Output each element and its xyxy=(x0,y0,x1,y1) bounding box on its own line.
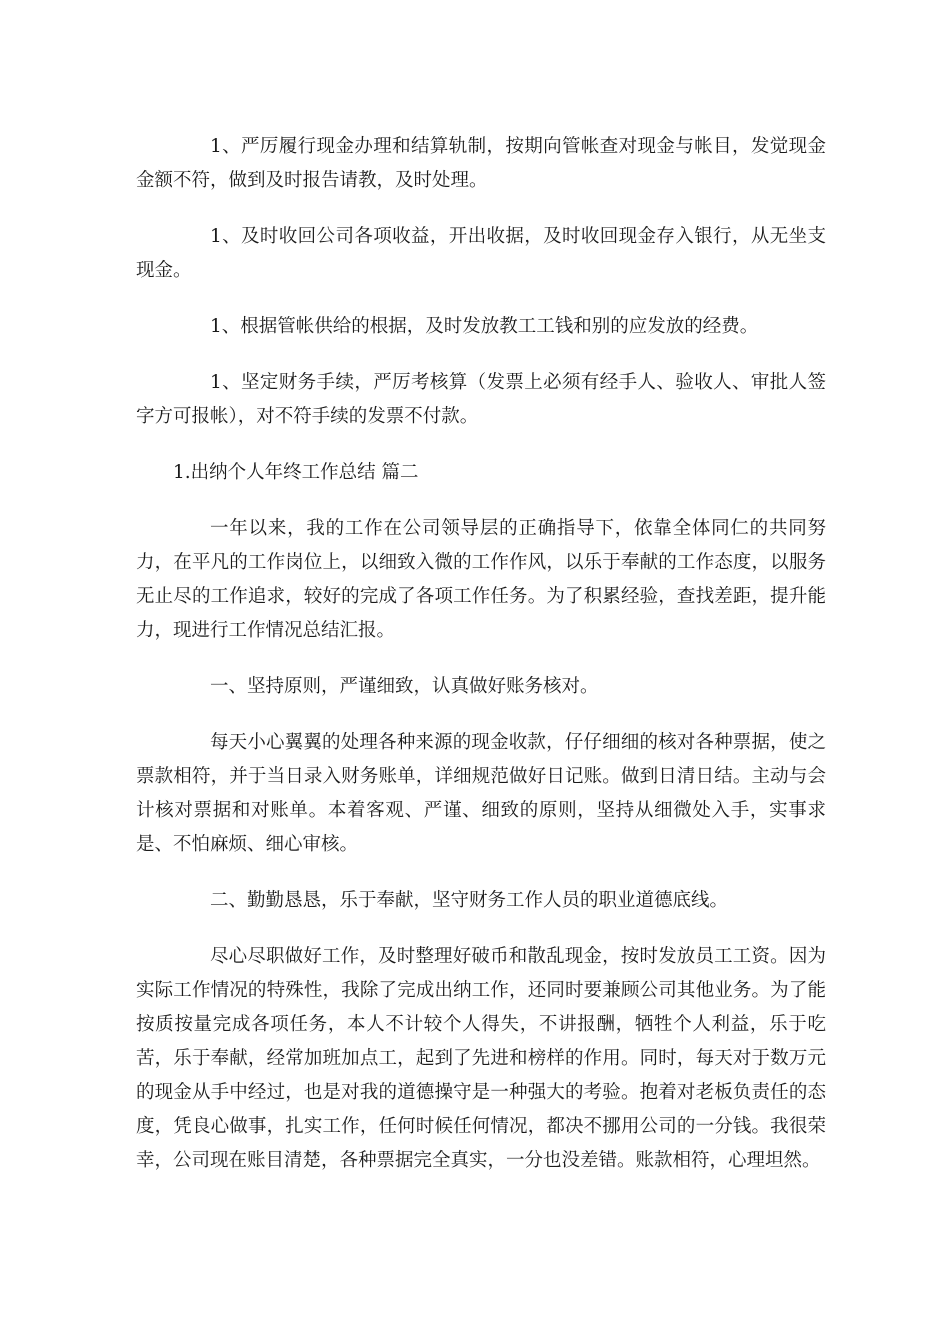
paragraph-pay-wages: 1、根据管帐供给的根据，及时发放教工工钱和别的应发放的经费。 xyxy=(210,316,759,337)
paragraph-intro: 一年以来，我的工作在公司领导层的正确指导下，依靠全体同仁的共同努力，在平凡的工作岗位上，以细致入微的工作作风，以乐于奉献的工作态度，以服务无止尽的工作追求，较好的完成了各项工作任务。为了积累经验，查找差距，提升能力，现进行工作情况总结汇报。 xyxy=(136,518,826,641)
subheading-principles: 一、坚持原则，严谨细致，认真做好账务核对。 xyxy=(210,676,599,697)
paragraph-cash-settlement: 1、严厉履行现金办理和结算轨制，按期向管帐查对现金与帐目，发觉现金金额不符，做到及时报告请教，及时处理。 xyxy=(136,136,826,191)
section-heading: 1.出纳个人年终工作总结 篇二 xyxy=(173,462,419,483)
subheading-dedication: 二、勤勤恳恳，乐于奉献，坚守财务工作人员的职业道德底线。 xyxy=(210,890,729,911)
paragraph-daily-handling: 每天小心翼翼的处理各种来源的现金收款，仔仔细细的核对各种票据，使之票款相符，并于当日录入财务账单，详细规范做好日记账。做到日清日结。主动与会计核对票据和对账单。本着客观、严谨、细致的原则，坚持从细微处入手，实事求是、不怕麻烦、细心审核。 xyxy=(136,732,826,855)
document-page xyxy=(136,130,826,1178)
paragraph-collect-revenue: 1、及时收回公司各项收益，开出收据，及时收回现金存入银行，从无坐支现金。 xyxy=(136,226,826,281)
paragraph-financial-procedures: 1、坚定财务手续，严厉考核算（发票上必须有经手人、验收人、审批人签字方可报帐），对不符手续的发票不付款。 xyxy=(136,372,826,427)
paragraph-duties: 尽心尽职做好工作，及时整理好破币和散乱现金，按时发放员工工资。因为实际工作情况的特殊性，我除了完成出纳工作，还同时要兼顾公司其他业务。为了能按质按量完成各项任务，本人不计较个人得失，不讲报酬，牺牲个人利益，乐于吃苦，乐于奉献，经常加班加点工，起到了先进和榜样的作用。同时，每天对于数万元的现金从手中经过，也是对我的道德操守是一种强大的考验。抱着对老板负责任的态度，凭良心做事，扎实工作，任何时候任何情况，都决不挪用公司的一分钱。我很荣幸，公司现在账目清楚，各种票据完全真实，一分也没差错。账款相符，心理坦然。 xyxy=(136,946,826,1171)
